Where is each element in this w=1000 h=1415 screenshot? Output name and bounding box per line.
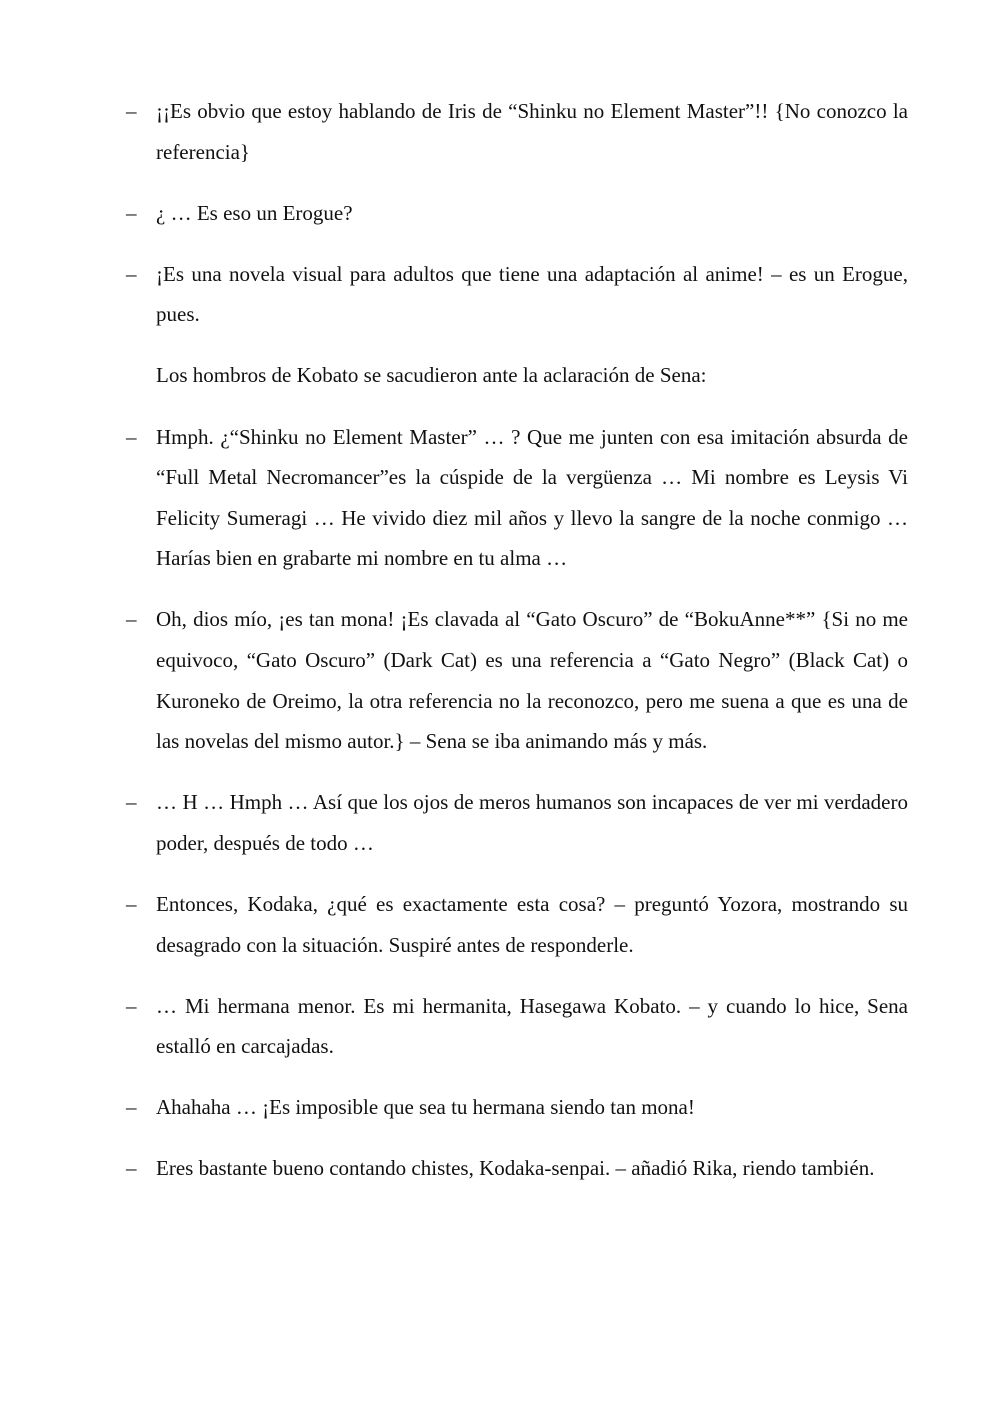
dialogue-dash: – (126, 1095, 137, 1120)
dialogue-dash: – (126, 993, 137, 1018)
paragraph-text: Los hombros de Kobato se sacudieron ante la aclaración de Sena: (156, 363, 707, 388)
dialogue-dash: – (126, 99, 137, 123)
paragraph-text: ¡Es una novela visual para adultos que tiene una adaptación al anime! – es un Erogue, pues. (156, 261, 908, 327)
dialogue-paragraph (126, 254, 908, 335)
paragraph-text: Hmph. ¿“Shinku no Element Master” … ? Que me junten con esa imitación absurda de “Full Metal Necromancer”es la cúspide de la vergüenza … Mi nombre es Leysis Vi Felicity Sumeragi … He vivido diez mil años y llevo la sangre de la noche conmigo … Harías bien en grabarte mi nombre en tu alma … (156, 424, 908, 571)
paragraph-text: Eres bastante bueno contando chistes, Kodaka-senpai. – añadió Rika, riendo también. (156, 1156, 875, 1181)
dialogue-dash: – (126, 200, 137, 225)
dialogue-paragraph (126, 986, 908, 1067)
dialogue-dash: – (126, 607, 137, 632)
paragraph-text: … H … Hmph … Así que los ojos de meros humanos son incapaces de ver mi verdadero poder, después de todo … (156, 790, 908, 855)
dialogue-paragraph (126, 417, 908, 579)
dialogue-dash: – (126, 424, 137, 449)
dialogue-paragraph (126, 782, 908, 863)
dialogue-dash: – (126, 1156, 137, 1181)
paragraph-text: Ahahaha … ¡Es imposible que sea tu hermana siendo tan mona! (156, 1095, 695, 1120)
paragraph-text: ¡¡Es obvio que estoy hablando de Iris de “Shinku no Element Master”!! {No conozco la referencia} (156, 99, 908, 164)
paragraph-text: ¿ … Es eso un Erogue? (156, 200, 353, 225)
paragraph-text: Oh, dios mío, ¡es tan mona! ¡Es clavada al “Gato Oscuro” de “BokuAnne**” {Si no me equivoco, “Gato Oscuro” (Dark Cat) es una referencia a “Gato Negro” (Black Cat) o Kuroneko de Oreimo, la otra referencia no la reconozco, pero me suena a que es una de las novelas del mismo autor.} – Sena se iba animando más y más. (156, 607, 908, 754)
dialogue-paragraph (126, 884, 908, 965)
dialogue-paragraph (126, 599, 908, 761)
paragraph-text: Entonces, Kodaka, ¿qué es exactamente esta cosa? – preguntó Yozora, mostrando su desagrado con la situación. Suspiré antes de responderle. (156, 892, 908, 957)
dialogue-dash: – (126, 261, 137, 286)
dialogue-dash: – (126, 790, 137, 815)
dialogue-paragraph (126, 1148, 908, 1189)
dialogue-paragraph (126, 1087, 908, 1128)
narration-paragraph (126, 355, 908, 396)
dialogue-paragraph (126, 193, 908, 234)
dialogue-paragraph (126, 91, 908, 172)
paragraph-text: … Mi hermana menor. Es mi hermanita, Hasegawa Kobato. – y cuando lo hice, Sena estalló en carcajadas. (156, 993, 908, 1059)
dialogue-dash: – (126, 892, 137, 916)
